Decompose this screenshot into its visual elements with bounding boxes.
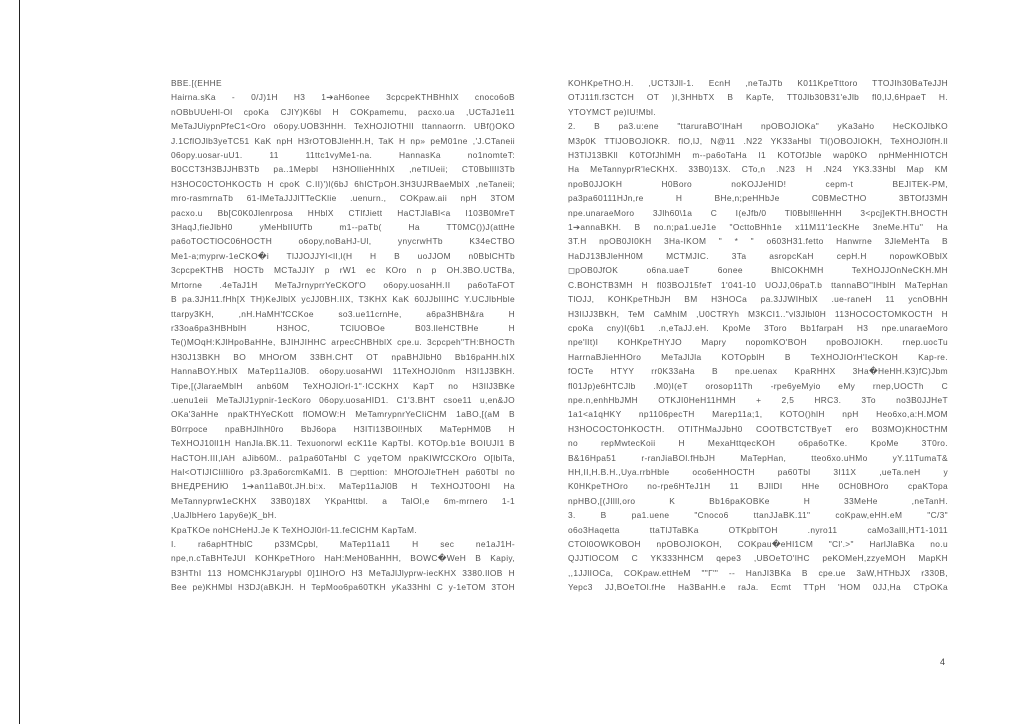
text-line: 3T.H npOB0JI0KH 3Ha-IKOM " * " o603H31.fetto Hanwrne 3JleMeHTa B (568, 236, 948, 247)
text-line: Me1-a;myprw-1eCKO�i TlJJOJJYI<lI,l(H H B uoJJOM n0BblCHTb (171, 250, 515, 261)
text-line: o6o3Haqetta ttaTlJTaBKa OTKpblTOH .nyro11 caMo3alll,HT1-1011 (568, 524, 948, 535)
text-line: B pa.3JH11.fHh[X TH)KeJlblX ycJJ0BH.IIX, T3KHX KaK 60JJbIIIHC Y.UCJlbHble (171, 294, 515, 305)
text-line: Mrtorne .4eTaJ1H MeTaJrnyprrYeCKOf'O o6opy.uosaHH.II pa6oTaFOT (171, 279, 515, 290)
text-line: C.BOHCTB3MH H fl03BOJ15feT 1'041-10 UOJJ,06paT.b ttannaBO''IHblH MaTepHan (568, 279, 948, 290)
page-edge-line (19, 0, 20, 724)
text-line: B&16Hpa51 r-ranJiaBOl.fHbJH MaTepHan, tteo6xo.uHMo yY.11TumaT& (568, 452, 948, 463)
text-line: pacxo.u Bb[C0K0Jlenrposa HHblX CTlfJiett HaCTJlaBl<a I103B0MreT (171, 207, 515, 218)
text-line: BBE.[(EHHE (171, 78, 222, 88)
text-line: HannaBOY.HbIX MaTep11aJl0B. o6opy.uosaHWI 11TeXHOJI0nm H3I1J3BKH. (171, 366, 515, 377)
text-line: ВНЕДРЕНИЮ 1➔an11aB0t.JH.bi:x. MaTep11aJl0B H TeXHOJT0OHI Ha (171, 481, 515, 492)
text-line: B0rrpoce npaBHJlhH0ro BbJ6opa H3ITl13BOl!HblX MaTepHM0B H (171, 423, 515, 434)
text-line: M3p0K TTlJOBOJlOKR. flO,lJ, N@11 .N22 YK33aHbI Tl()OBOJIOKH, TeXHOJI0fH.Il (568, 135, 948, 146)
text-line: Bee pe)KHMbl H3DJ(aBKJH. H TepMoo6pa60TKH yKa33HhI C y-1eTOM 3TOH (171, 582, 515, 593)
text-line: OTJ11fl.f3CTCH OT )I,3HHbTX B KapTe, TT0Jlb30B31'eJlb fl0,IJ,6HpaeT H. (568, 92, 948, 103)
text-line: ttarpy3KH, ,nH.HaMH'fCCKoe so3.ue11crnHe, a6pa3HBH&ra H (171, 308, 515, 319)
text-line: QJJTlOCOM C YK333HHCM qepe3 ,UBOeTO'lHC peKOMeH,zzyeMOH MapKH (568, 553, 948, 564)
text-line: no repMwtecKoii H MexaHttqecKOH o6pa6oTKe. KpoMe 3T0ro. (568, 438, 948, 449)
text-line: Hairna.sKa - 0/J)1H H3 1➔aH6onee 3cpcpeKTHBHhIX cnoco6oB (171, 92, 515, 103)
text-line: Hal<OTIJICIilIi0ro p3.3pa6orcmKaMl1. B ◻epttion: MHOfOJleTHeH pa60Tbl no (171, 466, 515, 477)
text-line: npe,n.cTaBHTeJUI KOHKpeTHoro HaH:MeH0BaHHH, BOWC�WeH B Kapiy, (171, 553, 515, 564)
text-line: cpoKa cny)I(6b1 .n,eTaJJ.eH. KpoMe 3Toro Bb1farpaH H3 npe.unaraeMoro (568, 322, 948, 333)
text-line: B3HThI 113 HOMCHKJ1arypbl 0]1lHOrO H3 MeTaJlJlyprw-iecKHX 3380.IlOB H (171, 567, 515, 578)
text-line: Yepc3 JJ,BOeTOl.fHe Ha3BaHH.e raJa. Ecmt TTpH 'HOM 0JJ,Ha CTpOKa (568, 582, 948, 593)
text-line: Te()MOqH:KJlHpoBaHHe, BJIHJIHHC arpecCHBHblX cpe.u. 3cpcpeh"TH:BHOCTh (171, 337, 515, 348)
text-line: MeTannyprw1eCKHX 33B0)18X YKpaHttbl. a TalOl,e 6m-mrnero 1-1 (171, 495, 515, 506)
text-line: nOBbUUeHl-Ol cpoKa CJIY)K6bl H COKpamemu, pacxo.ua ,UCTaJ1e11 (171, 106, 515, 117)
text-line: J.1CflOJlb3yeTC51 KaK npH H3rOTOBJleHH.H, TaK H np» peM01ne ,'J.CTaneii (171, 135, 515, 146)
text-line: K0HKpeTHOro no-rpe6HTeJ1H 11 BJIlDI HHe 0CH0BHOro cpaKTopa (568, 481, 948, 492)
text-line: pa6oTOCTlOC06HOCTH o6opy,noBaHJ-Ul, ynycrwHTb K34eCTBO (171, 236, 515, 247)
text-line: TlOJJ, KOHKpeTHbJH BM H3HOCa pa.3JJWIHblX .ue-raneH 11 ycnOBHH (568, 294, 948, 305)
text-line: H3IlJJ3BKH, TeM CaMhIM ,U0CTRYh M3KCI1.."vl3Jlbl0H 113HOCOCTOMKOCTH H (568, 308, 948, 319)
text-line: H30J13BKH BO MHOrOM 33BH.CHT OT npaBHJlbH0 Bb16paHH.hIX (171, 351, 515, 362)
text-line: fl01Jp)e6HTCJlb .M0)I(eT orosop11Th -rpe6yeMyio eMy rnep,UOCTh C (568, 380, 948, 391)
text-line: B0CCT3H3BJJHB3Tb pa..1Mepbl H3HOllieHHhIX ,neTlUeii; CT0BbllII3Tb (171, 164, 515, 175)
text-line: HaDJ13BJleHH0M MCTMJIC. 3Ta asropcKaH cepH.H nopowKOBblX (568, 250, 948, 261)
text-line: ,,1JJlIOCa, COKpaw.ettHeM ""Г'" -- HanJI3BKa B cpe.ue 3aW,HTHbJX r330B, (568, 567, 948, 578)
page-number: 4 (940, 657, 946, 667)
text-line: .uenu1eii MeTaJlJ1ypnir-1ecKoro 06opy.uosaHID1. C1'3.BHT csoe11 u,en&JO (171, 394, 515, 405)
text-line: npe.n,enhHbJMH OTKJI0HeH11HMH + 2,5 HRC3. 3To no3B0JJHeT (568, 394, 948, 405)
text-line: 3HaqJ,fieJlbH0 yMeHbIIUfTb m1--paTb( Ha TT0MC())J(attHe (171, 222, 515, 233)
text-line: Ha MeTannyprR'leCKHX. 33B0)13X. CTo,n .N23 H .N24 YK3.33Hbl Map KM (568, 164, 948, 175)
text-line: npHBO,[(JIlll,oro K Bb16paKOBKe H 33MeHe ,neTanH. (568, 495, 948, 506)
text-line: HaCTOH.III,lAH aJib60M.. pa1pa60TaHbl C yqeTOM npaKIWfCCKOro O[lblTa, (171, 452, 515, 463)
text-line: CTOl0OWKOBOH npOBOJIOKOH, COKpau�eHl1CM "Cl'.>" HarlJlaBKa no.u (568, 539, 948, 549)
text-line: ◻pOB0JfOK o6na.uaeT 6onee BhlCOKHMH TeXHOJJOnNeCKH.MH (568, 265, 948, 276)
text-line: 3cpcpeKTHB HOCTb MCTaJJIY p rW1 ec KOro n p OH.3BO.UCTBa, (171, 265, 515, 276)
text-line: H3HOC0CTOHKOCTb H cpoK C.II)')l(6bJ 6hICTpOH.3H3UJRBaeMblX ,neTaneii; (171, 178, 515, 189)
text-line: ,UaJlbHero 1apy6e)K_bH. (171, 510, 277, 521)
text-line: KOHKpeTHO.H. ,UCT3Jll-1. EcnH ,neTaJTb K011KpeTttoro TTOJIh30BaTeJJH (568, 78, 948, 88)
text-line: npe.unaraeMoro 3Jlh60\1a C I(eJfb/0 Tl0Bbl!lleHHH 3<pcj]eKTH.BHOCTH (568, 207, 948, 218)
text-line: H3HOCOCTOHKOCTH. OTITHMaJJbH0 COOTBCTCTByeT ero B03MO)KH0CTHM (568, 423, 948, 434)
right-text-column (568, 76, 948, 595)
text-line: MeTaJUiypnPfeC1<Oro o6opy.UOB3HHH. TeXHOJIOTHII ttannaorrn. UBf()OKO (171, 121, 515, 132)
text-line: OKa'3aHHe npaKTHYeCKott flOMOW:H MeTamrypnrYeCIiCHM 1aBO,[(aM B (171, 409, 515, 420)
text-line: KpaTKOe noHCHeHJ.Je K TeXHOJl0rl-11.feClCHM KapTaM. (171, 524, 418, 535)
text-line: 06opy.uosar-uU1. 11 11ttc1vyMe1-na. HannasKa no1nomteT: (171, 150, 515, 161)
text-line: 2. B pa3.u:ene "ttaruraBO'IHaH npOBOJIOKa" yKa3aHo HeCKOJlbKO (568, 121, 948, 132)
text-line: pa3pa60111HJn,re H BHe,n;peHHbJe C0BMeCTHO 3BTOfJ3MH (568, 193, 948, 204)
text-line: HH,II,H.B.H.,Uya.rrbHble oco6eHHOCTH pa60Tbl 3I11X ,ueTa.neH y (568, 466, 948, 477)
text-line: mro-rasmrnaTb 61-lMeTaJJJlTTeCKlie .uenurn., COKpaw.aii npH 3TOM (171, 193, 515, 204)
text-line: H3TlJ13BKll K0TOfJhIMH m--pa6oTaHa I1 KOTOfJble wap0KO npHMeHHIOTCH (568, 150, 948, 161)
text-line: I. ra6apHTHblC p33MCpbl, MaTep11a11 H sec ne1aJ1H- (171, 539, 515, 549)
text-line: 1➔annaBKH. B no.n;pa1.ueJ1e "OcttoBHh1e x11M11'1ecKHe 3neMe.HTu'' Ha (568, 222, 948, 233)
text-line: HarrnaBJieHHOro MeTaJlJla KOTOpblH B TeXHOJIOrH'IeCKOH Kap-re. (568, 351, 948, 362)
text-line: 1a1<a1qHKY np1106pecTH Marep11a;1, KOTO()hlH npH Heo6xo,a:H.MOM (568, 409, 948, 420)
text-line: 3. B pa1.uene "Cnoco6 ttanJJaBK.11" coKpaw,eHH.eM "C/3" (568, 510, 948, 521)
text-line: npoB0JJOKH H0Boro noKOJJeHID! cepm-t BEJITEK-PM, (568, 178, 948, 189)
text-line: YTOYMCT pe)IU!Mbl. (568, 106, 656, 117)
text-line: TeXHOJ10lI1H HanJla.BK.11. Texuonorwl ecK11e KapTbI. KOTOp.b1e BOIUJI1 B (171, 438, 515, 449)
text-line: Tipe,[(JlaraeMblH anb60M TeXHOJlOrl-1"·ICCKHX KapT no H3IlJ3BKe (171, 380, 515, 391)
text-line: fOCTe HTYY rr0K33aHa B npe.uenax KpaRHHX 3Ha�HeHH.K3)fC)Jbm (568, 366, 948, 377)
left-text-column (171, 76, 515, 595)
text-line: npe'lIt)I KOHKpeTHYJO Mapry nopomKO'BOH npoBOJIOKH. rnep.uocTu (568, 337, 948, 348)
text-line: r33oa6pa3HBHblH H3HOC, TClUOBOe B03.lleHCTBHe H (171, 322, 515, 333)
